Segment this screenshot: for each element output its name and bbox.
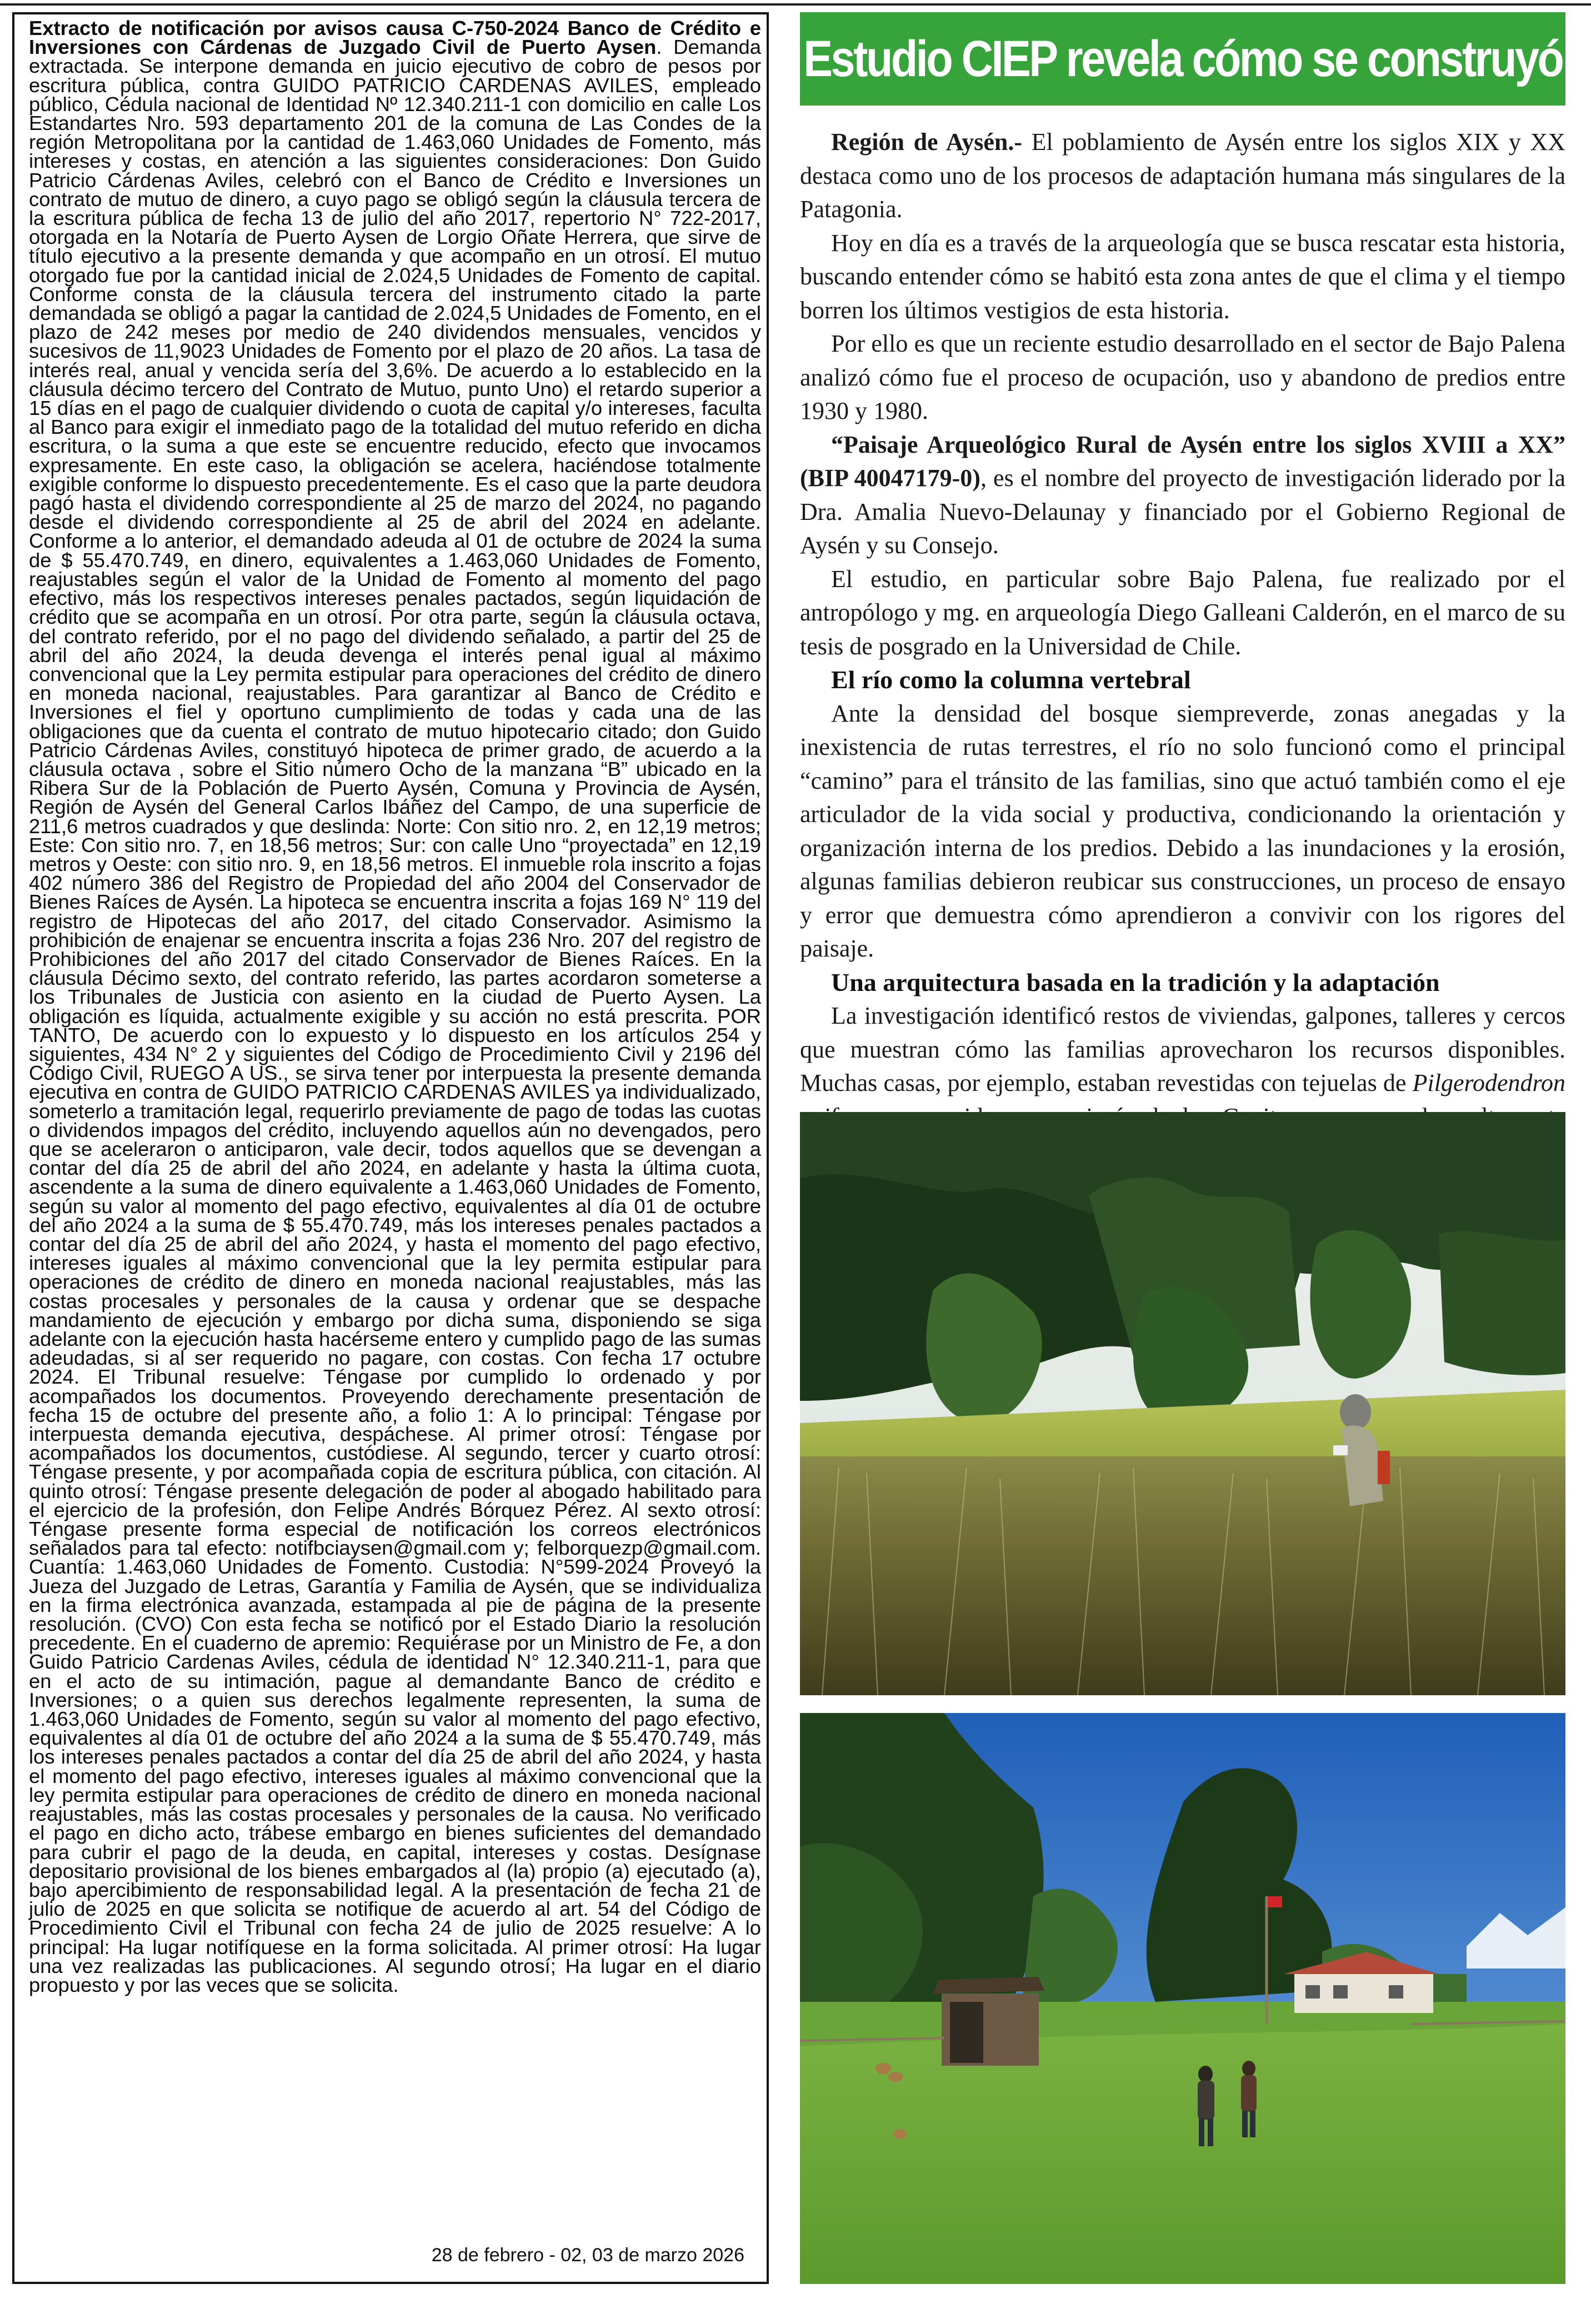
legal-notice-text — [29, 19, 761, 1995]
flag — [1268, 1896, 1282, 1907]
photo-researcher-grassland-image — [800, 1112, 1565, 1695]
top-rule — [0, 3, 1591, 6]
paragraph-1-text: El poblamiento de Aysén entre los siglos XIX y XX destaca como uno de los procesos de adaptación humana más singulares de la Patagonia. — [800, 128, 1566, 223]
wooden-shed — [933, 1977, 1044, 2066]
photo-farmstead-meadow — [800, 1713, 1565, 2284]
photo-researcher-grassland — [800, 1112, 1565, 1695]
article-paragraph-6: Ante la densidad del bosque siempreverde, zonas anegadas y la inexistencia de rutas terrestres, el río no solo funcionó como el principal “camino” para el tránsito de las familias, sino que actuó también como el eje articulador de la vida social y productiva, condicionando la orientación y organización interna de los predios. Debido a las inundaciones y la erosión, algunas familias debieron reubicar sus construcciones, un proceso de ensayo y error que demuestra cómo aprendieron a convivir con los rigores del paisaje. — [800, 699, 1565, 962]
paragraph-7-text-a: La investigación identificó restos de viviendas, galpones, talleres y cercos que muestran cómo las familias aprovecharon los recursos disponibles. Muchas casas, por ejemplo, estaban revestidas con tejuelas de — [800, 1002, 1565, 1096]
dateline: Región de Aysén.- — [831, 128, 1023, 156]
article-paragraph-4 — [800, 428, 1565, 563]
article-paragraph-1 — [800, 126, 1565, 227]
article-body — [800, 126, 1565, 1168]
article-paragraph-5: El estudio, en particular sobre Bajo Palena, fue realizado por el antropólogo y mg. en arqueología Diego Galleani Calderón, en el marco de su tesis de posgrado en la Universidad de Chile. — [800, 565, 1565, 660]
subheading-architecture: Una arquitectura basada en la tradición y la adaptación — [831, 968, 1440, 996]
article-paragraph-2: Hoy en día es a través de la arqueología que se busca rescatar esta historia, buscando entender cómo se habitó esta zona antes de que el clima y el tiempo borren los últimos vestigios de esta historia. — [800, 229, 1565, 324]
photo-farmstead-meadow-image — [800, 1713, 1565, 2284]
species-name: Pilgerodendron — [1412, 1069, 1565, 1096]
project-name: “Paisaje Arqueológico Rural de Aysén entre los siglos XVIII a XX” (BIP 40047179-0) — [800, 430, 1565, 492]
subheading-river: El río como la columna vertebral — [831, 665, 1191, 694]
paragraph-4-text: , es el nombre del proyecto de investigación liderado por la Dra. Amalia Nuevo-Delaunay y financiado por el Gobierno Regional de Aysén y su Consejo. — [800, 464, 1565, 559]
legal-notice-box — [12, 12, 769, 2284]
notice-body: . Demanda extractada. Se interpone demanda en juicio ejecutivo de cobro de pesos por escritura pública, contra GUIDO PATRICIO CARDENAS AVILES, empleado público, Cédula nacional de Identidad Nº 12.340.211-1 con domicilio en calle Los Estandartes Nro. 593 departamento 201 de la comuna de Las Condes de la región Metropolitana por la cantidad de 1.463,060 Unidades de Fomento, más intereses y costas, en atención a las siguientes consideraciones: Don Guido Patricio Cárdenas Aviles, celebró con el Banco de Crédito e Inversiones un contrato de mutuo de dinero, a cuyo pago se obligó según la cláusula tercera de la escritura pública de fecha 13 de julio del año 2017, repertorio N° 722-2017, otorgada en la Notaría de Puerto Aysen de Lorgio Oñate Herrera, que sirve de título ejecutivo a la presente demanda y que acompaño en un otrosí. El mutuo otorgado fue por la cantidad inicial de 2.024,5 Unidades de Fomento de capital. Conforme consta de la cláusula tercera del instrumento citado la parte demandada se obligó a pagar la cantidad de 2.024,5 Unidades de Fomento, en el plazo de 242 meses por medio de 240 dividendos mensuales, vencidos y sucesivos de 11,9023 Unidades de Fomento por el plazo de 20 años. La tasa de interés real, anual y vencida sería del 3,6%. De acuerdo a lo establecido en la cláusula décimo tercero del Contrato de Mutuo, punto Uno) el retardo superior a 15 días en el pago de cualquier dividendo o cuota de capital y/o intereses, faculta al Banco para exigir el inmediato pago de la totalidad del mutuo referido en dicha escritura, o la suma a que este se encuentre reducido, efecto que invocamos expresamente. En este caso, la obligación se acelera, haciéndose totalmente exigible conforme lo dispuesto precedentemente. Es el caso que la parte deudora pagó hasta el dividendo correspondiente al 25 de marzo del 2024, no pagando desde el dividendo correspondiente al 25 de abril del 2024 en adelante. Conforme a lo anterior, el demandado adeuda al 01 de octubre de 2024 la suma de $ 55.470.749, en dinero, equivalentes a 1.463,060 Unidades de Fomento, reajustables según el valor de la Unidad de Fomento al momento del pago efectivo, más los respectivos intereses penales pactados, según liquidación de crédito que se acompaña en un otrosí. Por otra parte, según la cláusula octava, del contrato referido, por el no pago del dividendo señalado, a partir del 25 de abril del año 2024, la deuda devenga el interés penal igual al máximo convencional que la Ley permita estipular para operaciones del crédito de dinero en moneda nacional, reajustables. Para garantizar al Banco de Crédito e Inversiones el fiel y oportuno cumplimiento de todas y cada una de las obligaciones que da cuenta el contrato de mutuo hipotecario citado; don Guido Patricio Cárdenas Aviles, constituyó hipoteca de primer grado, de acuerdo a la cláusula octava , sobre el Sitio número Ocho de la manzana “B” ubicado en la Ribera Sur de la Población de Puerto Aysén, Comuna y Provincia de Aysén, Región de Aysén del General Carlos Ibáñez del Campo, de una superficie de 211,6 metros cuadrados y que deslinda: Norte: Con sitio nro. 2, en 12,19 metros; Este: Con sitio nro. 7, en 18,56 metros; Sur: con calle Uno “proyectada” en 12,19 metros y Oeste: con sitio nro. 9, en 18,56 metros. El inmueble rola inscrito a fojas 402 número 386 del Registro de Propiedad del año 2004 del Conservador de Bienes Raíces de Aysén. La hipoteca se encuentra inscrita a fojas 169 N° 119 del registro de Hipotecas del año 2017, del citado Conservador. Asimismo la prohibición de enajenar se encuentra inscrita a fojas 236 Nro. 207 del registro de Prohibiciones del año 2017 del citado Conservador de Bienes Raíces. En la cláusula Décimo sexto, del contrato referido, las partes acordaron someterse a los Tribunales de Justicia con asiento en la ciudad de Puerto Aysen. La obligación es líquida, actualmente exigible y su acción no está prescrita. POR TANTO, De acuerdo con lo expuesto y lo dispuesto en los artículos 254 y siguientes, 434 N° 2 y siguientes del Código de Procedimiento Civil y 2196 del Código Civil, RUEGO A US., se sirva tener por interpuesta la presente demanda ejecutiva en contra de GUIDO PATRICIO CARDENAS AVILES ya individualizado, someterlo a tramitación legal, requerirlo previamente de pago de todas las cuotas o dividendos impagos del crédito, incluyendo aquellos aún no devengados, pero que se aceleraron o anticiparon, vale decir, todos aquellos que se devengan a contar del día 25 de abril del año 2024, en adelante y hasta la última cuota, ascendente a la suma de dinero equivalente a 1.463,060 Unidades de Fomento, según su valor al momento del pago efectivo, equivalentes al día 01 de octubre del año 2024 a la suma de $ 55.470.749, más los intereses penales pactados a contar del día 25 de abril del año 2024, y hasta el momento del pago efectivo, intereses iguales al máximo convencional que la ley permita estipular para operaciones de crédito de dinero en moneda nacional reajustables, más las costas procesales y personales de la causa y ordenar que se despache mandamiento de ejecución y embargo por dicha suma, disponiendo se siga adelante con la ejecución hasta hacérseme entero y cumplido pago de las sumas adeudadas, si al ser requerido no pagare, con costas. Con fecha 17 octubre 2024. El Tribunal resuelve: Téngase por cumplido lo ordenado y por acompañados los documentos. Proveyendo derechamente presentación de fecha 15 de octubre del presente año, a folio 1: A lo principal: Téngase por interpuesta demanda ejecutiva, despáchese. Al primer otrosí: Téngase por acompañados los documentos, custódiese. Al segundo, tercer y cuarto otrosí: Téngase presente, y por acompañada copia de escritura pública, con citación. Al quinto otrosí: Téngase presente delegación de poder al abogado habilitado para el ejercicio de la profesión, don Felipe Andrés Bórquez Pérez. Al sexto otrosí: Téngase presente forma especial de notificación los correos electrónicos señalados para tal efecto: notifbciaysen@gmail.com y; felborquezp@gmail.com. Cuantía: 1.463,060 Unidades de Fomento. Custodia: N°599-2024 Proveyó la Jueza del Juzgado de Letras, Garantía y Familia de Aysén, que se individualiza en la firma electrónica avanzada, estampada al pie de página de la presente resolución. (CVO) Con esta fecha se notificó por el Estado Diario la resolución precedente. En el cuaderno de apremio: Requiérase por un Ministro de Fe, a don Guido Patricio Cardenas Aviles, cédula de identidad N° 12.340.211-1, para que en el acto de su intimación, pague al demandante Banco de crédito e Inversiones; o a quien sus derechos legalmente representen, la suma de 1.463,060 Unidades de Fomento, según su valor al momento del pago efectivo, equivalentes al día 01 de octubre del año 2024 a la suma de $ 55.470.749, más los intereses penales pactados a contar del día 25 de abril del año 2024, y hasta el momento del pago efectivo, intereses iguales al máximo convencional que la ley permita estipular para operaciones de crédito de dinero en moneda nacional reajustables, más las costas procesales y personales de la causa. No verificado el pago en dicho acto, trábese embargo en bienes suficientes del demandado para cubrir el pago de la deuda, en capital, intereses y costas. Desígnase depositario provisional de los bienes embargados al (la) propio (a) ejecutado (a), bajo apercibimiento de responsabilidad legal. A la presentación de fecha 21 de julio de 2025 en que solicita se notifique de acuerdo al art. 54 del Código de Procedimiento Civil el Tribunal con fecha 24 de julio de 2025 resuelve: A lo principal: Ha lugar notifíquese en la forma solicitada. Al primer otrosí: Ha lugar una vez realizadas las publicaciones. Al segundo otrosí; Ha lugar en el diario propuesto y por las veces que se solicita. — [29, 36, 761, 1996]
article-paragraph-3: Por ello es que un reciente estudio desarrollado en el sector de Bajo Palena analizó cómo fue el proceso de ocupación, uso y abandono de predios entre 1930 y 1980. — [800, 330, 1565, 424]
headline-bar — [800, 12, 1565, 106]
headline: Estudio CIEP revela cómo se construyó — [803, 30, 1563, 87]
article — [800, 12, 1565, 1168]
notice-heading: Extracto de notificación por avisos causa C-750-2024 Banco de Crédito e Inversiones con Cárdenas de Juzgado Civil de Puerto Aysen — [29, 17, 761, 59]
issue-date: 28 de febrero - 02, 03 de marzo 2026 — [431, 2245, 744, 2266]
